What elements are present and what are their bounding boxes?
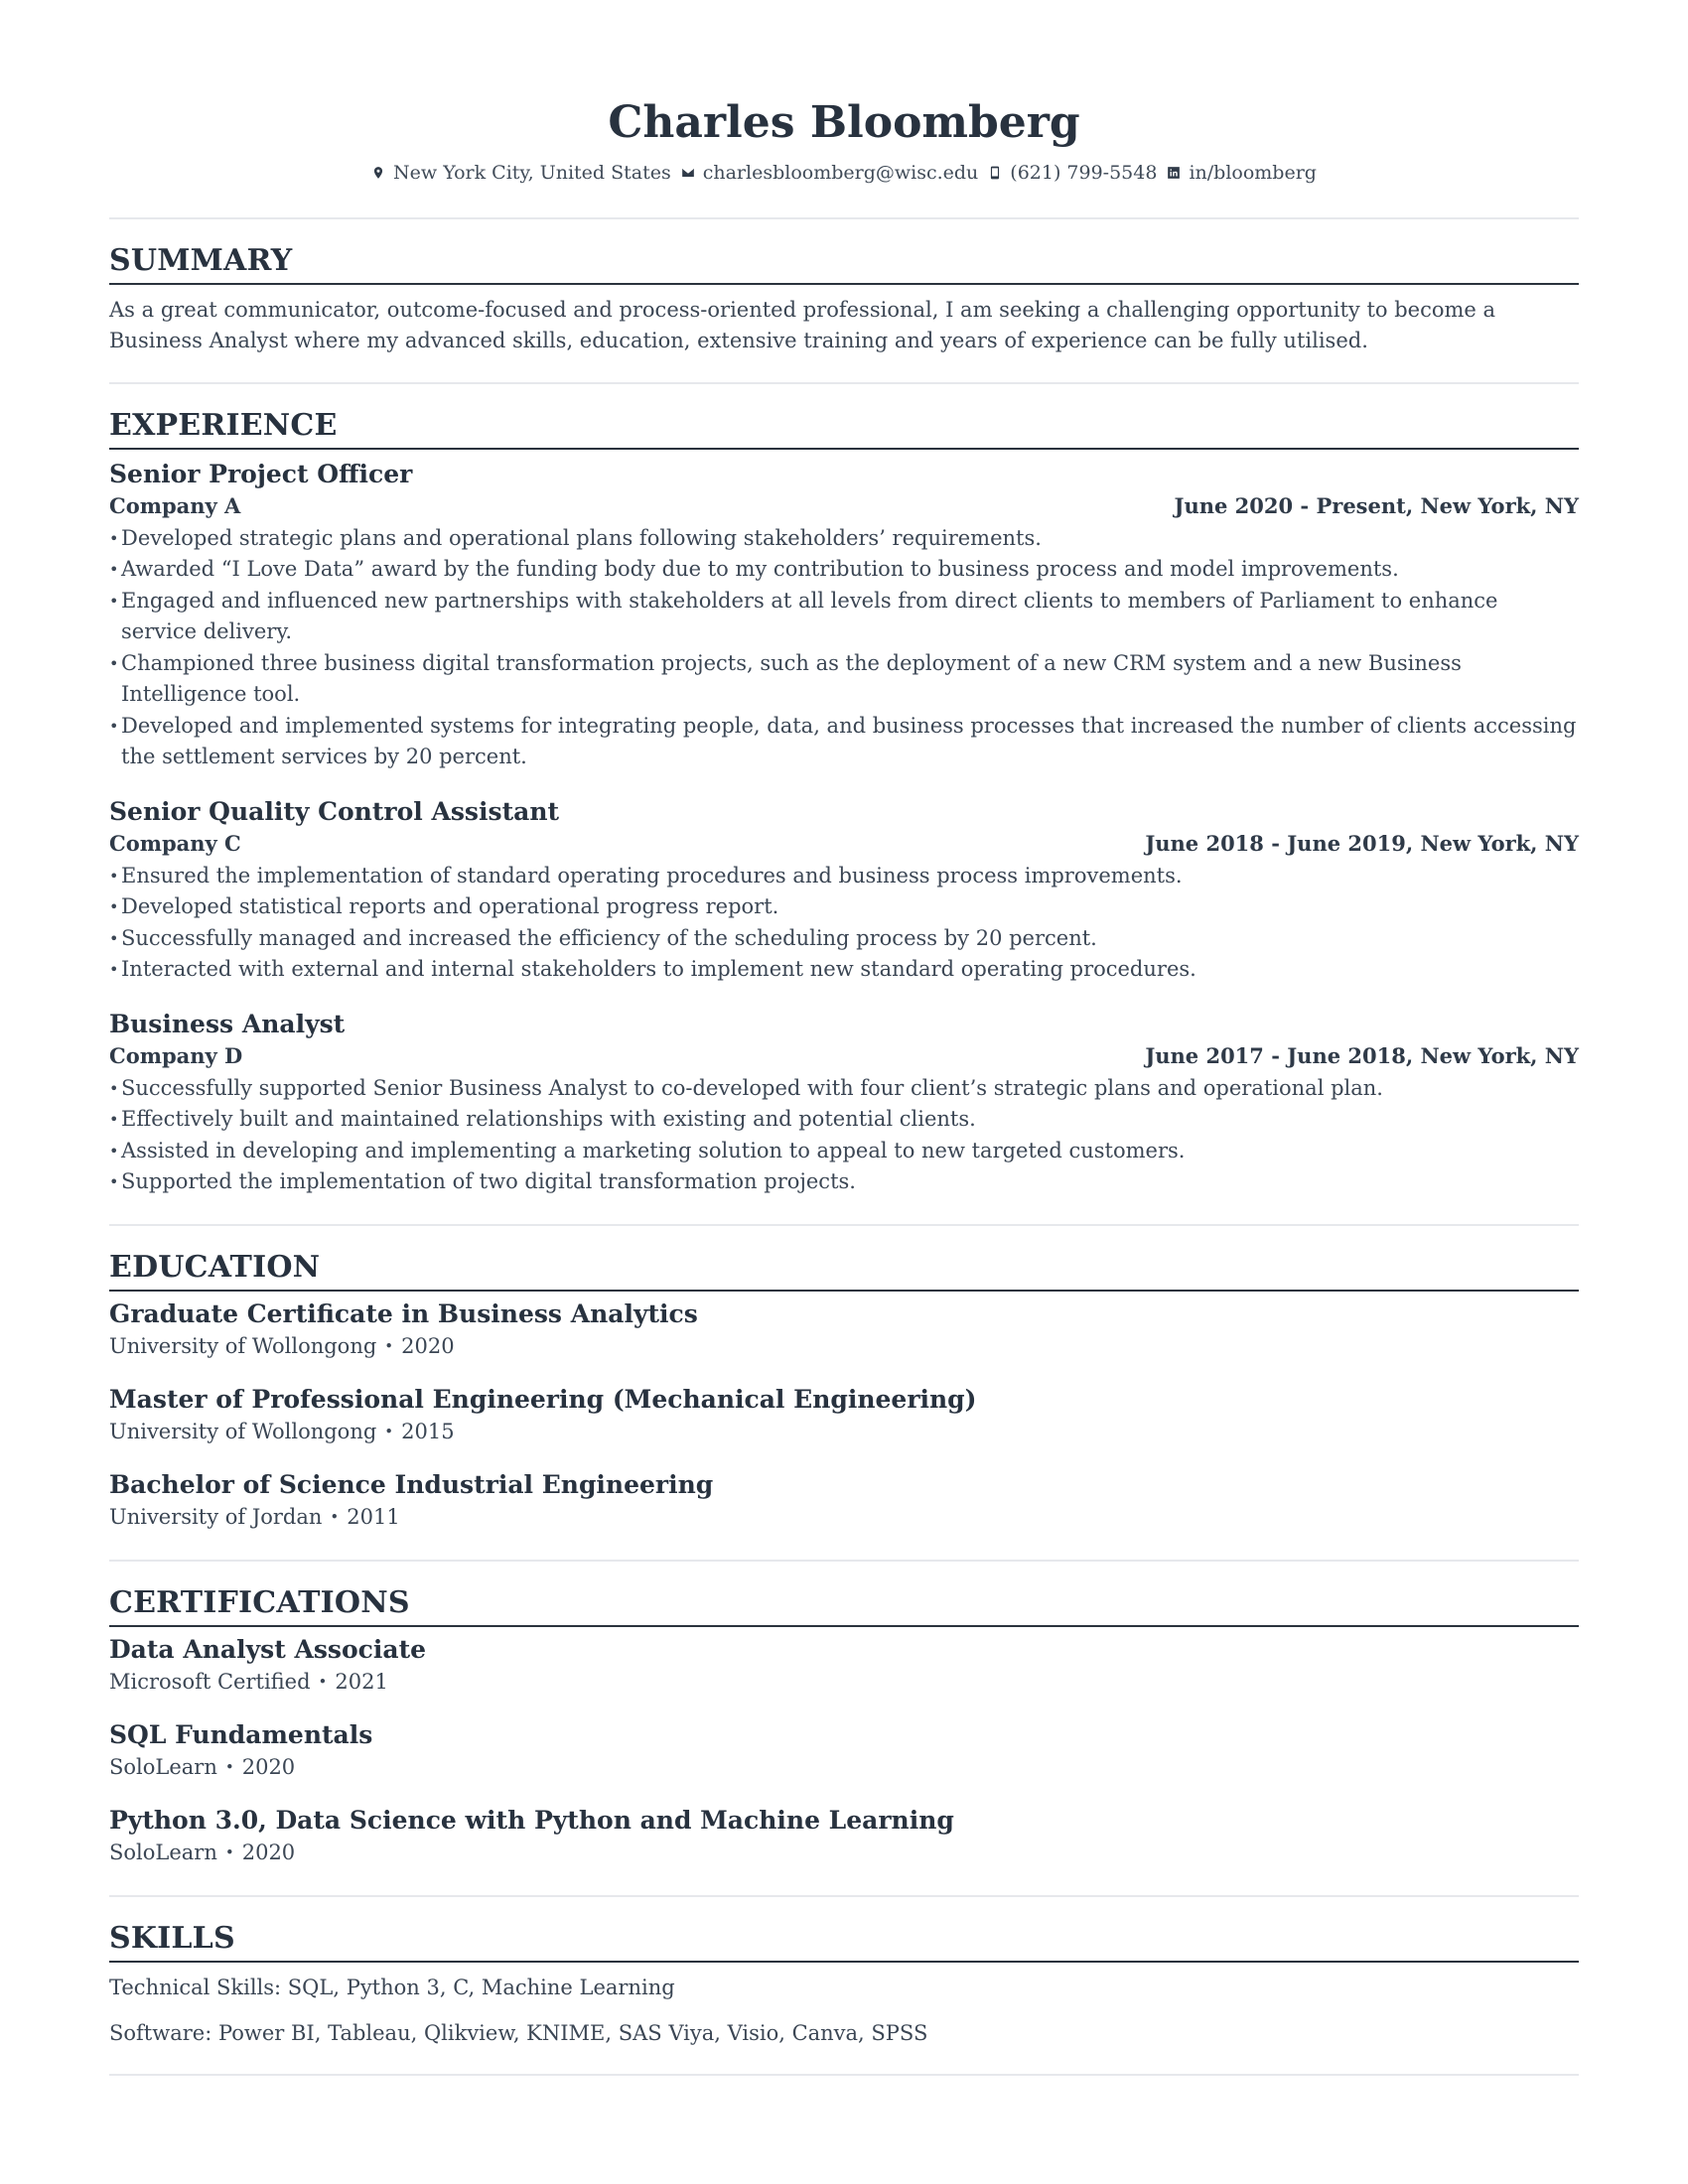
certifications-heading: CERTIFICATIONS <box>109 1585 1579 1627</box>
linkedin-icon <box>1167 166 1181 180</box>
job-title: Senior Quality Control Assistant <box>109 796 560 826</box>
certification-year: 2020 <box>241 1754 296 1779</box>
job-company: Company A <box>109 492 241 518</box>
degree-meta: University of Jordan • 2011 <box>109 1504 400 1529</box>
linkedin-text[interactable]: in/bloomberg <box>1189 161 1317 184</box>
institution: University of Wollongong <box>109 1419 377 1443</box>
software-skills: Software: Power BI, Tableau, Qlikview, KNIME, SAS Viya, Visio, Canva, SPSS <box>109 2020 928 2045</box>
certification-year: 2020 <box>241 1840 296 1864</box>
job-bullets <box>109 861 1579 986</box>
certifications-section <box>109 1562 1579 1895</box>
experience-section <box>109 384 1579 1224</box>
mobile-phone-icon <box>988 166 1002 180</box>
issuer: Microsoft Certified <box>109 1669 311 1694</box>
resume-header <box>109 0 1579 184</box>
institution: University of Wollongong <box>109 1333 377 1358</box>
issuer: SoloLearn <box>109 1840 217 1864</box>
divider <box>109 2074 1579 2076</box>
education-entry <box>109 1468 1579 1534</box>
contact-phone <box>988 162 1157 184</box>
graduation-year: 2015 <box>401 1419 455 1443</box>
job-bullets <box>109 1073 1579 1198</box>
job-bullet: • Developed strategic plans and operational plans following stakeholders’ requirements. <box>109 523 1579 555</box>
job-bullet: • Developed statistical reports and operational progress report. <box>109 891 1579 923</box>
location-text: New York City, United States <box>393 161 671 184</box>
job-dates-location: June 2017 - June 2018, New York, NY <box>1145 1042 1579 1068</box>
job-bullet: • Developed and implemented systems for integrating people, data, and business processes that increased the number of clients accessing the settlement services by 20 percent. <box>109 711 1579 773</box>
issuer: SoloLearn <box>109 1754 217 1779</box>
contact-location <box>371 162 671 184</box>
map-pin-icon <box>371 166 385 180</box>
certification-entry <box>109 1633 1579 1699</box>
contact-linkedin[interactable] <box>1167 162 1317 184</box>
job-bullet: • Successfully managed and increased the efficiency of the scheduling process by 20 percent. <box>109 923 1579 955</box>
institution: University of Jordan <box>109 1504 323 1529</box>
degree-meta: University of Wollongong • 2020 <box>109 1333 455 1358</box>
education-section <box>109 1226 1579 1560</box>
education-entry <box>109 1297 1579 1363</box>
certification-entry <box>109 1718 1579 1784</box>
candidate-name: Charles Bloomberg <box>608 97 1080 148</box>
technical-skills: Technical Skills: SQL, Python 3, C, Machine Learning <box>109 1975 675 1999</box>
education-entry <box>109 1383 1579 1448</box>
certification-meta: SoloLearn • 2020 <box>109 1840 296 1864</box>
skills-heading: SKILLS <box>109 1921 1579 1963</box>
job-bullets <box>109 523 1579 773</box>
job-title: Business Analyst <box>109 1009 346 1038</box>
job-subheader <box>109 491 1579 521</box>
degree-title: Bachelor of Science Industrial Engineering <box>109 1469 714 1499</box>
contact-email[interactable] <box>681 162 979 184</box>
certification-title: SQL Fundamentals <box>109 1719 373 1749</box>
job-bullet: • Ensured the implementation of standard operating procedures and business process improvements. <box>109 861 1579 892</box>
certification-title: Data Analyst Associate <box>109 1634 427 1664</box>
job-dates-location: June 2020 - Present, New York, NY <box>1174 492 1579 518</box>
envelope-icon <box>681 166 695 180</box>
job-bullet: • Supported the implementation of two digital transformation projects. <box>109 1166 1579 1198</box>
summary-heading: SUMMARY <box>109 243 1579 285</box>
certification-entry <box>109 1804 1579 1869</box>
job-bullet: • Successfully supported Senior Business Analyst to co-developed with four client’s strategic plans and operational plan. <box>109 1073 1579 1105</box>
job-bullet: • Effectively built and maintained relationships with existing and potential clients. <box>109 1104 1579 1136</box>
job-entry <box>109 795 1579 986</box>
degree-meta: University of Wollongong • 2015 <box>109 1419 455 1443</box>
job-entry <box>109 458 1579 773</box>
summary-text: As a great communicator, outcome-focused and process-oriented professional, I am seeking a challenging opportunity to become a Business Analyst where my advanced skills, education, extensive training and years of experience can be fully utilised. <box>109 297 1496 352</box>
job-bullet: • Assisted in developing and implementing a marketing solution to appeal to new targeted customers. <box>109 1136 1579 1167</box>
job-entry <box>109 1008 1579 1198</box>
certification-year: 2021 <box>335 1669 388 1694</box>
job-dates-location: June 2018 - June 2019, New York, NY <box>1145 830 1579 856</box>
phone-text: (621) 799-5548 <box>1010 161 1158 184</box>
graduation-year: 2020 <box>401 1333 455 1358</box>
education-heading: EDUCATION <box>109 1250 1579 1292</box>
email-text[interactable]: charlesbloomberg@wisc.edu <box>702 161 979 184</box>
certification-title: Python 3.0, Data Science with Python and Machine Learning <box>109 1805 954 1835</box>
job-subheader <box>109 829 1579 859</box>
contact-line <box>109 162 1579 184</box>
certification-meta: Microsoft Certified • 2021 <box>109 1669 388 1694</box>
job-title: Senior Project Officer <box>109 459 413 488</box>
skills-section <box>109 1897 1579 2074</box>
job-bullet: • Championed three business digital transformation projects, such as the deployment of a new CRM system and a new Business Intelligence tool. <box>109 648 1579 711</box>
degree-title: Master of Professional Engineering (Mechanical Engineering) <box>109 1384 977 1414</box>
graduation-year: 2011 <box>347 1504 400 1529</box>
job-bullet: • Awarded “I Love Data” award by the funding body due to my contribution to business process and model improvements. <box>109 554 1579 586</box>
experience-heading: EXPERIENCE <box>109 408 1579 450</box>
job-bullet: • Interacted with external and internal stakeholders to implement new standard operating procedures. <box>109 954 1579 986</box>
job-company: Company C <box>109 830 241 856</box>
job-subheader <box>109 1041 1579 1071</box>
job-company: Company D <box>109 1042 243 1068</box>
summary-section <box>109 219 1579 382</box>
degree-title: Graduate Certificate in Business Analytics <box>109 1298 698 1328</box>
job-bullet: • Engaged and influenced new partnerships with stakeholders at all levels from direct clients to members of Parliament to enhance service delivery. <box>109 586 1579 648</box>
certification-meta: SoloLearn • 2020 <box>109 1754 296 1779</box>
